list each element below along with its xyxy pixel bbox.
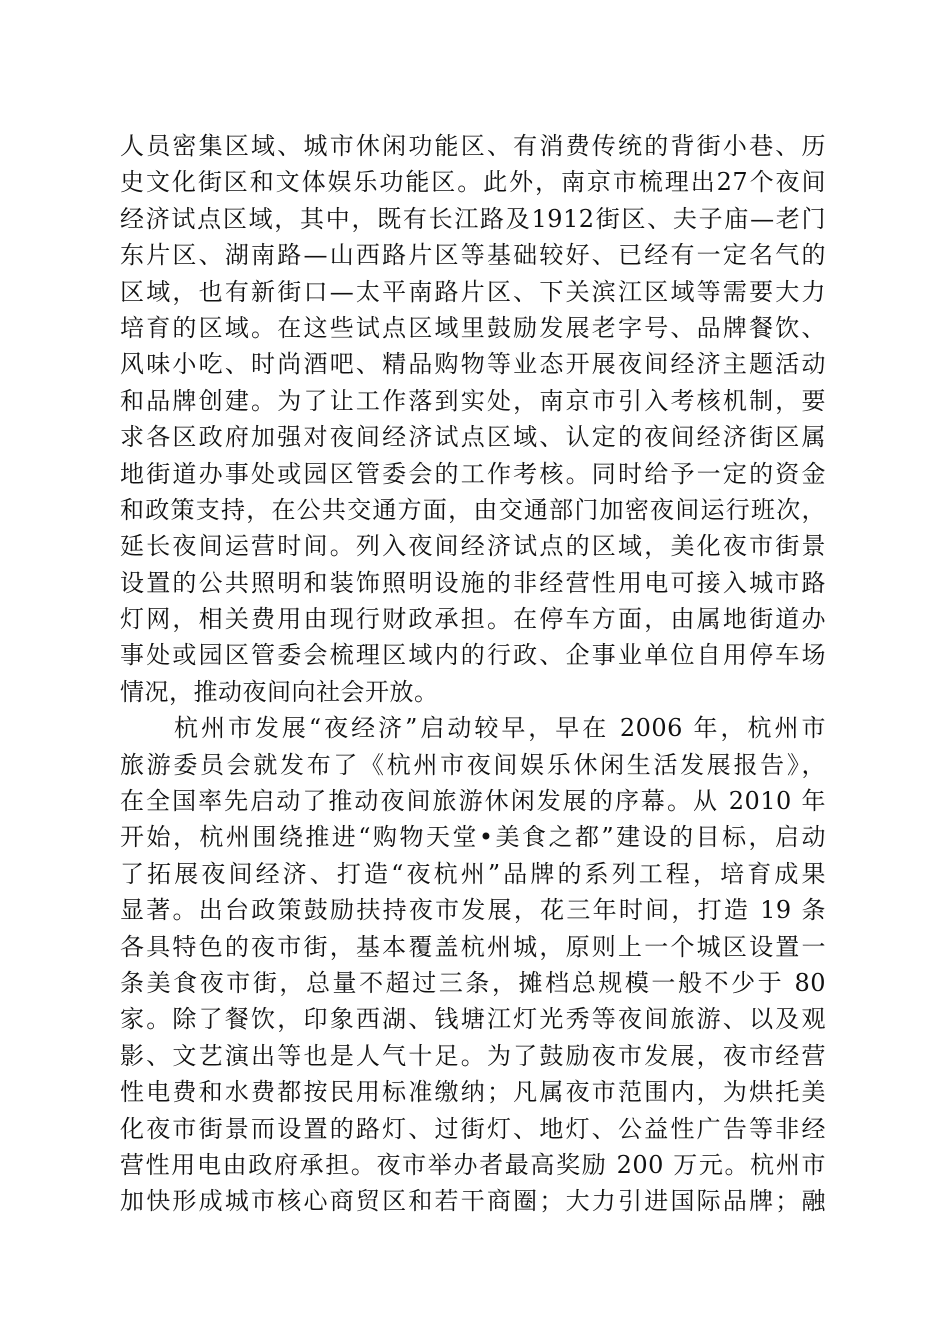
text-line: 风味小吃、时尚酒吧、精品购物等业态开展夜间经济主题活动 — [120, 350, 826, 379]
text-line: 经济试点区域，其中，既有长江路及1912街区、夫子庙—老门 — [120, 204, 826, 233]
text-line: 求各区政府加强对夜间经济试点区域、认定的夜间经济街区属 — [120, 423, 826, 452]
text-line: 家。除了餐饮，印象西湖、钱塘江灯光秀等夜间旅游、以及观 — [120, 1005, 826, 1034]
text-line: 地街道办事处或园区管委会的工作考核。同时给予一定的资金 — [120, 459, 826, 488]
text-line: 延长夜间运营时间。列入夜间经济试点的区域，美化夜市街景 — [120, 532, 826, 561]
text-line: 和品牌创建。为了让工作落到实处，南京市引入考核机制，要 — [120, 386, 826, 415]
text-line: 培育的区域。在这些试点区域里鼓励发展老字号、品牌餐饮、 — [120, 313, 826, 342]
text-line: 开始，杭州围绕推进“购物天堂•美食之都”建设的目标，启动 — [120, 823, 826, 852]
text-line: 在全国率先启动了推动夜间旅游休闲发展的序幕。从 2010 年 — [120, 787, 826, 816]
text-line: 旅游委员会就发布了《杭州市夜间娱乐休闲生活发展报告》， — [120, 750, 826, 779]
text-line: 显著。出台政策鼓励扶持夜市发展，花三年时间，打造 19 条 — [120, 896, 826, 925]
paragraph-hangzhou — [120, 710, 826, 1219]
paragraph-nanjing — [120, 128, 826, 710]
text-line: 区域，也有新街口—太平南路片区、下关滨江区域等需要大力 — [120, 277, 826, 306]
text-line: 条美食夜市街，总量不超过三条，摊档总规模一般不少于 80 — [120, 968, 826, 997]
text-line: 影、文艺演出等也是人气十足。为了鼓励夜市发展，夜市经营 — [120, 1041, 826, 1070]
text-line: 人员密集区域、城市休闲功能区、有消费传统的背街小巷、历 — [120, 132, 826, 160]
text-line: 化夜市街景而设置的路灯、过街灯、地灯、公益性广告等非经 — [120, 1114, 826, 1143]
text-line: 事处或园区管委会梳理区域内的行政、企事业单位自用停车场 — [120, 641, 826, 670]
text-line: 了拓展夜间经济、打造“夜杭州”品牌的系列工程，培育成果 — [120, 859, 826, 888]
text-line: 杭州市发展“夜经济”启动较早，早在 2006 年，杭州市 — [120, 714, 826, 743]
text-line: 灯网，相关费用由现行财政承担。在停车方面，由属地街道办 — [120, 605, 826, 634]
text-line: 加快形成城市核心商贸区和若干商圈；大力引进国际品牌；融 — [120, 1187, 826, 1216]
text-line: 东片区、湖南路—山西路片区等基础较好、已经有一定名气的 — [120, 241, 826, 270]
text-line: 营性用电由政府承担。夜市举办者最高奖励 200 万元。杭州市 — [120, 1150, 826, 1179]
text-line: 设置的公共照明和装饰照明设施的非经营性用电可接入城市路 — [120, 568, 826, 597]
text-line: 史文化街区和文体娱乐功能区。此外，南京市梳理出27个夜间 — [120, 168, 826, 197]
text-line: 和政策支持，在公共交通方面，由交通部门加密夜间运行班次， — [120, 495, 826, 524]
text-line: 性电费和水费都按民用标准缴纳；凡属夜市范围内，为烘托美 — [120, 1078, 826, 1107]
text-line: 情况，推动夜间向社会开放。 — [120, 677, 439, 706]
text-line: 各具特色的夜市街，基本覆盖杭州城，原则上一个城区设置一 — [120, 932, 826, 961]
body-text — [120, 128, 826, 1220]
